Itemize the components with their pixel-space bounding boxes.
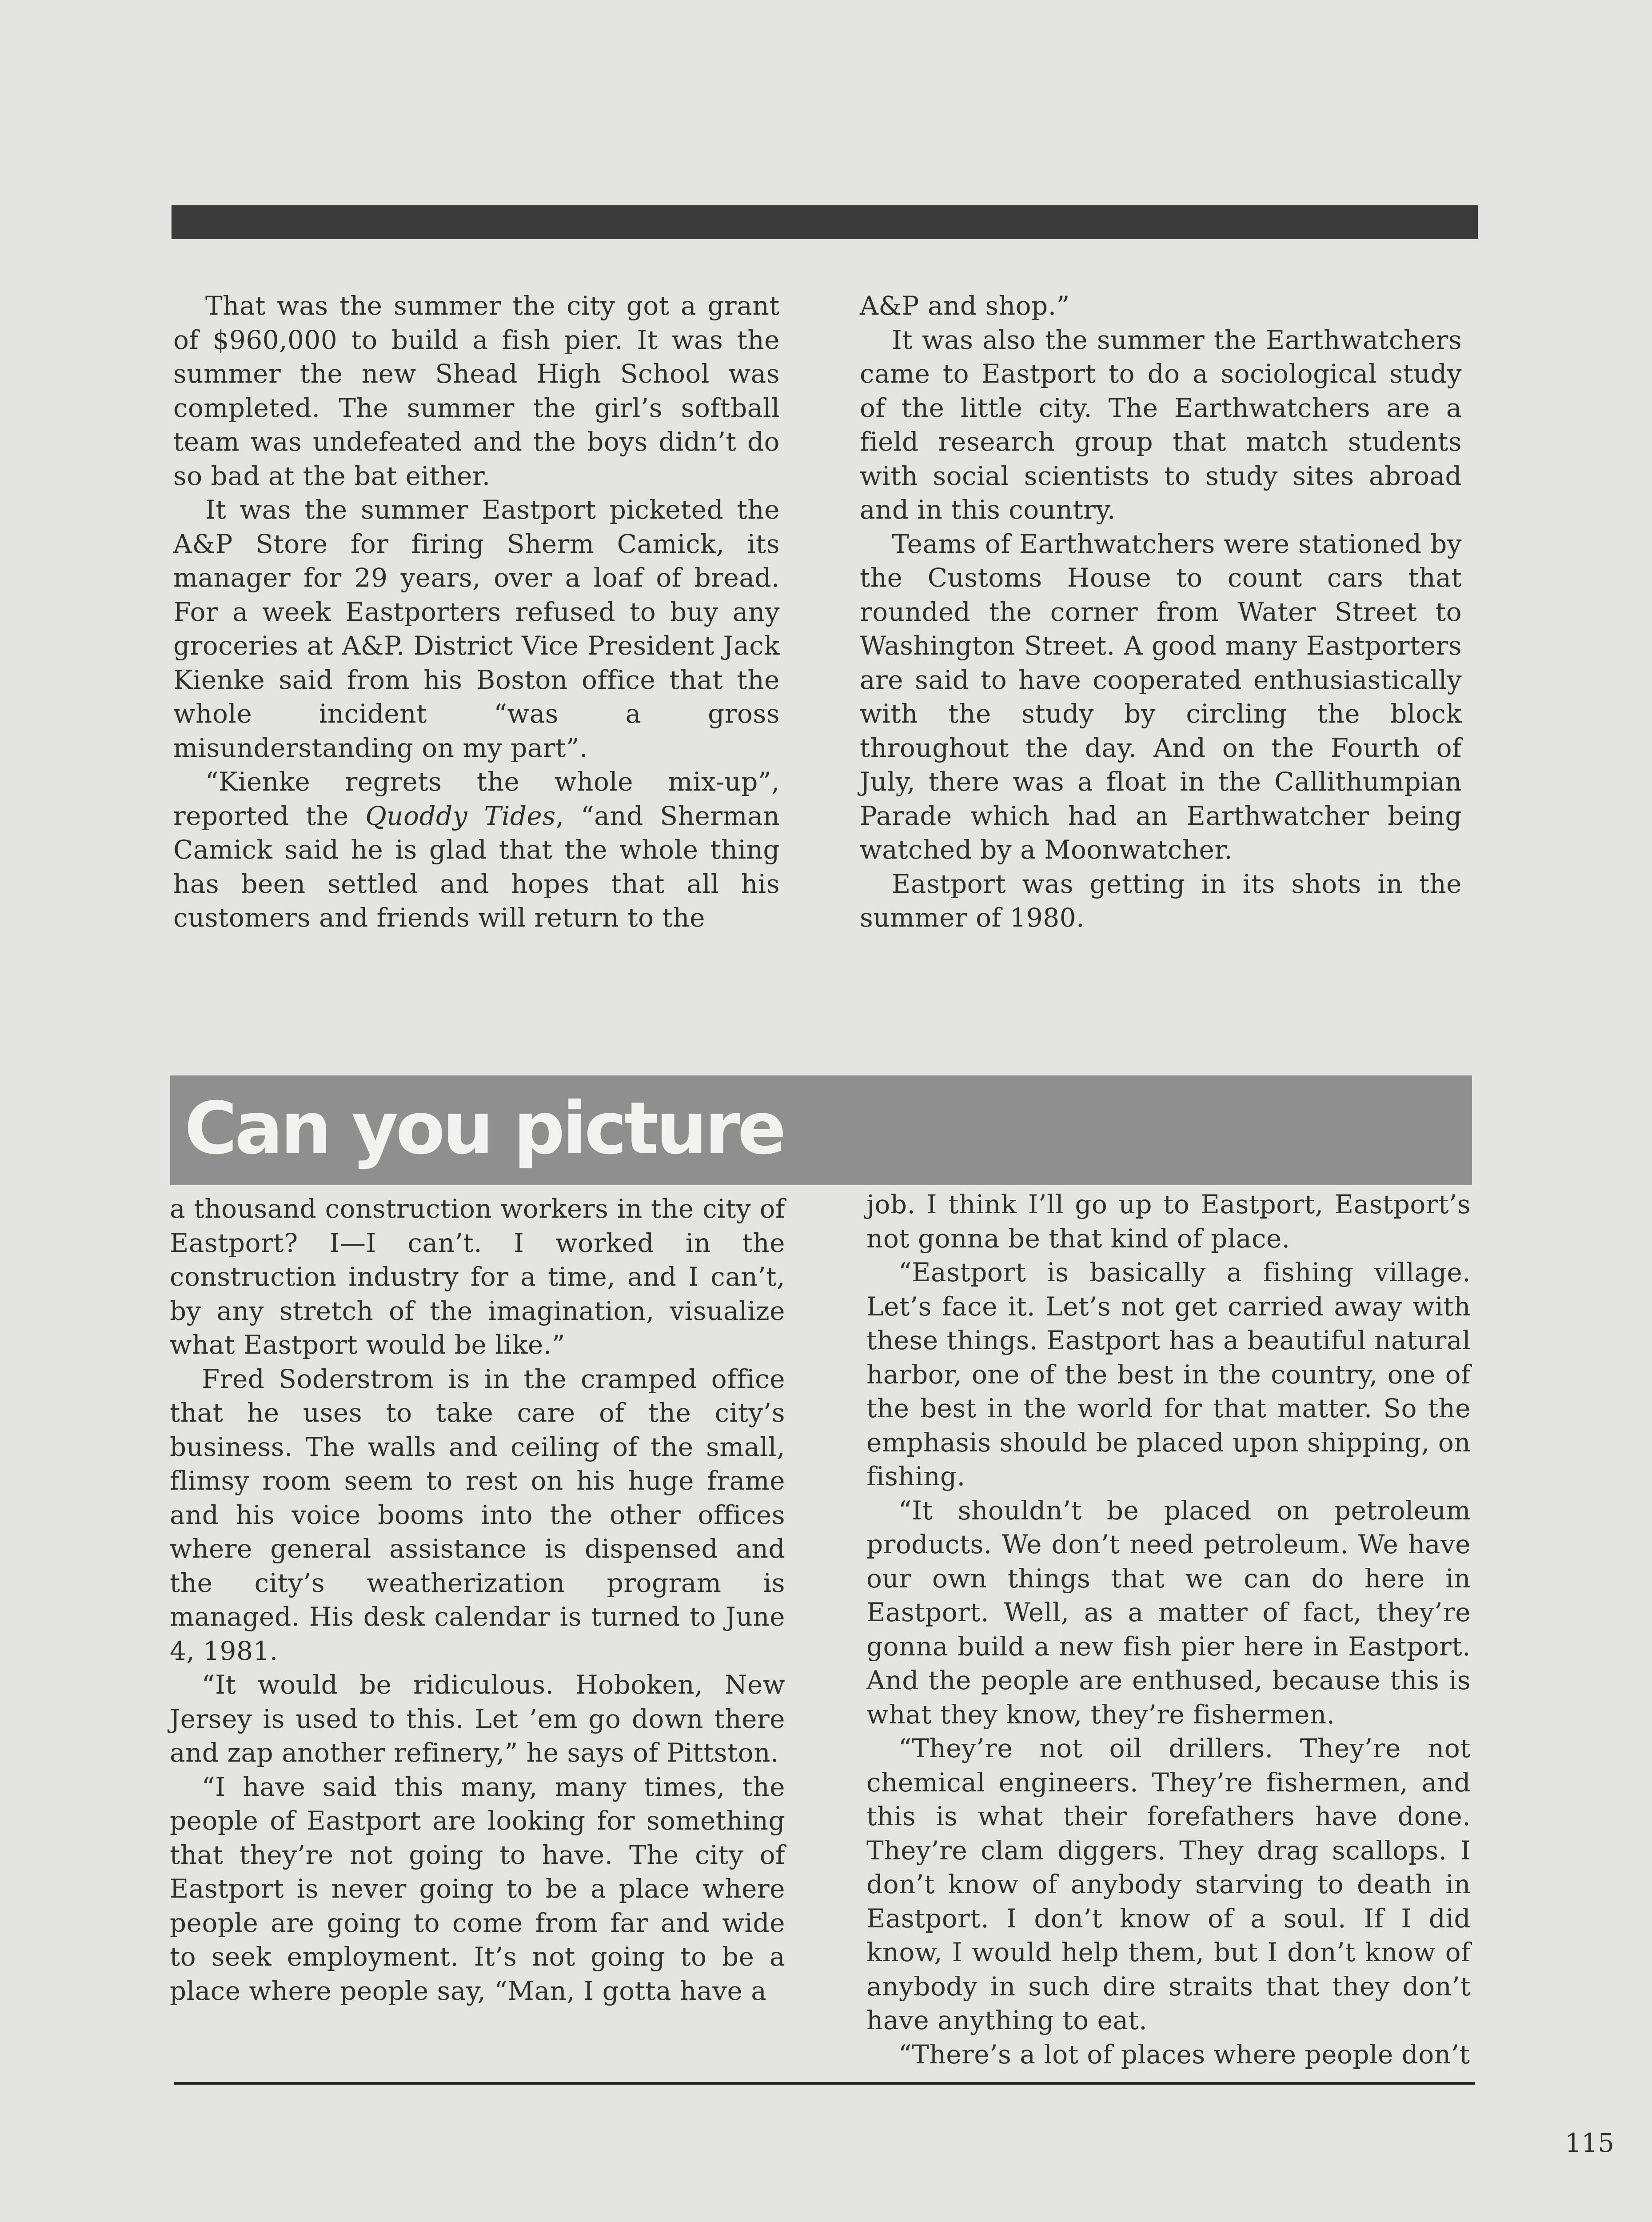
paragraph: “There’s a lot of places where people don’t xyxy=(898,2039,1470,2070)
paragraph: Fred Soderstrom is in the cramped office that he uses to take care of the city’s business. The walls and ceiling of the small, flimsy room seem to rest on his huge frame and his voice booms into the other offices where general assistance is dispensed and the city’s weatherization program is managed. His desk calendar is turned to June 4, 1981. xyxy=(170,1363,785,1666)
paragraph: “Eastport is basically a fishing village. Let’s face it. Let’s not get carried away with these things. Eastport has a beautiful natural harbor, one of the best in the country, one of the best in the world for that matter. So the emphasis should be placed upon shipping, on fishing. xyxy=(866,1257,1471,1491)
paragraph xyxy=(173,765,780,935)
section-divider-bar xyxy=(172,205,1478,239)
page-number: 115 xyxy=(1565,2128,1614,2158)
paragraph-continued: job. I think I’ll go up to Eastport, Eastport’s not gonna be that kind of place. xyxy=(866,1189,1471,1254)
paragraph: “They’re not oil drillers. They’re not chemical engineers. They’re fishermen, and this is what their forefathers have done. They’re clam diggers. They drag scallops. I don’t know of anybody starving to death in Eastport. I don’t know of a soul. If I did know, I would help them, but I don’t know of anybody in such dire straits that they don’t have anything to eat. xyxy=(866,1733,1471,2035)
publication-title: Quoddy Tides xyxy=(365,800,556,831)
headline-banner xyxy=(170,1075,1472,1185)
paragraph: “It would be ridiculous. Hoboken, New Jersey is used to this. Let ’em go down there and zap another refinery,” he says of Pittston. xyxy=(170,1670,785,1768)
paragraph: Teams of Earthwatchers were stationed by the Customs House to count cars that rounded the corner from Water Street to Washington Street. A good many Eastporters are said to have cooperated enthusiastically with the study by circling the block throughout the day. And on the Fourth of July, there was a float in the Callithumpian Parade which had an Earthwatcher being watched by a Moonwatcher. xyxy=(860,528,1462,865)
paragraph: It was also the summer the Earthwatchers came to Eastport to do a sociological study of the little city. The Earthwatchers are a field research group that match students with social scientists to study sites abroad and in this country. xyxy=(860,324,1462,525)
text-run: , “and Sherman Camick said he is glad that the whole thing has been settled and hopes that all his customers and friends will return to the xyxy=(173,800,780,933)
paragraph: It was the summer Eastport picketed the A&P Store for firing Sherm Camick, its manager for 29 years, over a loaf of bread. For a week Eastporters refused to buy any groceries at A&P. District Vice President Jack Kienke said from his Boston office that the whole incident “was a gross misunderstanding on my part”. xyxy=(173,495,780,763)
lower-right-column xyxy=(866,1187,1471,2071)
bottom-rule xyxy=(174,2082,1475,2085)
paragraph: “It shouldn’t be placed on petroleum products. We don’t need petroleum. We have our own things that we can do here in Eastport. Well, as a matter of fact, they’re gonna build a new fish pier here in Eastport. And the people are enthused, because this is what they know, they’re fishermen. xyxy=(866,1495,1471,1730)
paragraph: Eastport was getting in its shots in the summer of 1980. xyxy=(860,868,1462,933)
paragraph-continued: A&P and shop.” xyxy=(860,291,1070,321)
text-run: “Kienke regrets the whole mix-up”, reported the xyxy=(173,767,780,831)
paragraph-continued: a thousand construction workers in the city of Eastport? I—I can’t. I worked in the construction industry for a time, and I can’t, by any stretch of the imagination, visualize what Eastport would be like.” xyxy=(170,1194,785,1360)
headline: Can you picture xyxy=(184,1087,784,1171)
upper-left-column xyxy=(173,289,780,935)
paragraph: “I have said this many, many times, the people of Eastport are looking for something that they’re not going to have. The city of Eastport is never going to be a place where people are going to come from far and wide to seek employment. It’s not going to be a place where people say, “Man, I gotta have a xyxy=(170,1771,785,2006)
upper-right-column xyxy=(860,289,1462,935)
lower-left-column xyxy=(170,1192,785,2008)
paragraph: That was the summer the city got a grant of $960,000 to build a fish pier. It was the summer the new Shead High School was completed. The summer the girl’s softball team was undefeated and the boys didn’t do so bad at the bat either. xyxy=(173,291,780,491)
